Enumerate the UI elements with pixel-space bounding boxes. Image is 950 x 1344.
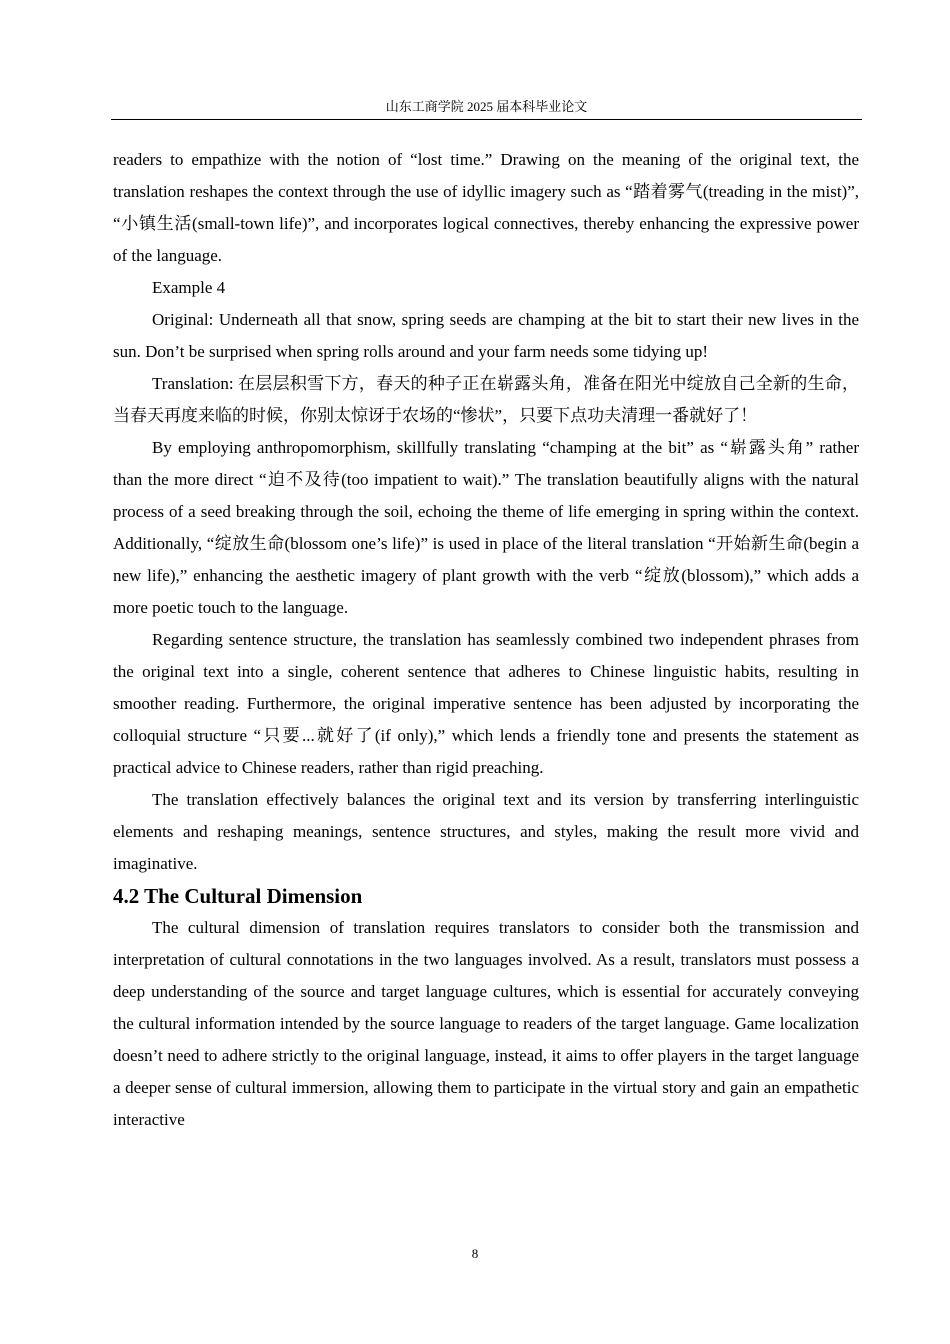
page-body — [113, 144, 859, 1136]
example-label: Example 4 — [152, 278, 226, 297]
paragraph-translation: Translation: 在层层积雪下方，春天的种子正在崭露头角，准备在阳光中绽放自己全新的生命，当春天再度来临的时候，你别太惊讶于农场的“惨状”，只要下点功夫清理一番就好了！ — [113, 374, 859, 425]
section-heading: 4.2 The Cultural Dimension — [113, 884, 363, 908]
paragraph-balance: The translation effectively balances the original text and its version by transferring interlinguistic elements and reshaping meanings, sentence structures, and styles, making the result more vivid and imaginative. — [113, 790, 859, 873]
paragraph-original: Original: Underneath all that snow, spring seeds are champing at the bit to start their new lives in the sun. Don’t be surprised when spring rolls around and your farm needs some tidying up! — [113, 310, 859, 361]
paragraph-sentence-structure: Regarding sentence structure, the translation has seamlessly combined two independent phrases from the original text into a single, coherent sentence that adheres to Chinese linguistic habits, resulting in smoother reading. Furthermore, the original imperative sentence has been adjusted by incorporating the colloquial structure “只要...就好了(if only),” which lends a friendly tone and presents the statement as practical advice to Chinese readers, rather than rigid preaching. — [113, 630, 859, 777]
paragraph-continuation: readers to empathize with the notion of “lost time.” Drawing on the meaning of the original text, the translation reshapes the context through the use of idyllic imagery such as “踏着雾气(treading in the mist)”, “小镇生活(small-town life)”, and incorporates logical connectives, thereby enhancing the expressive power of the language. — [113, 150, 859, 265]
page-number: 8 — [471, 1246, 479, 1261]
paragraph-anthropomorphism: By employing anthropomorphism, skillfully translating “champing at the bit” as “崭露头角” rather than the more direct “迫不及待(too impatient to wait).” The translation beautifully aligns with the natural process of a seed breaking through the soil, echoing the theme of life emerging in spring within the context. Additionally, “绽放生命(blossom one’s life)” is used in place of the literal translation “开始新生命(begin a new life),” enhancing the aesthetic imagery of plant growth with the verb “绽放(blossom),” which adds a more poetic touch to the language. — [113, 438, 859, 617]
paragraph-cultural-dimension: The cultural dimension of translation requires translators to consider both the transmission and interpretation of cultural connotations in the two languages involved. As a result, translators must possess a deep understanding of the source and target language cultures, which is essential for accurately conveying the cultural information intended by the source language to readers of the target language. Game localization doesn’t need to adhere strictly to the original language, instead, it aims to offer players in the target language a deeper sense of cultural immersion, allowing them to participate in the virtual story and gain an empathetic interactive — [113, 918, 859, 1129]
header-rule — [111, 119, 862, 120]
page-header: 山东工商学院 2025 届本科毕业论文 — [385, 99, 588, 114]
